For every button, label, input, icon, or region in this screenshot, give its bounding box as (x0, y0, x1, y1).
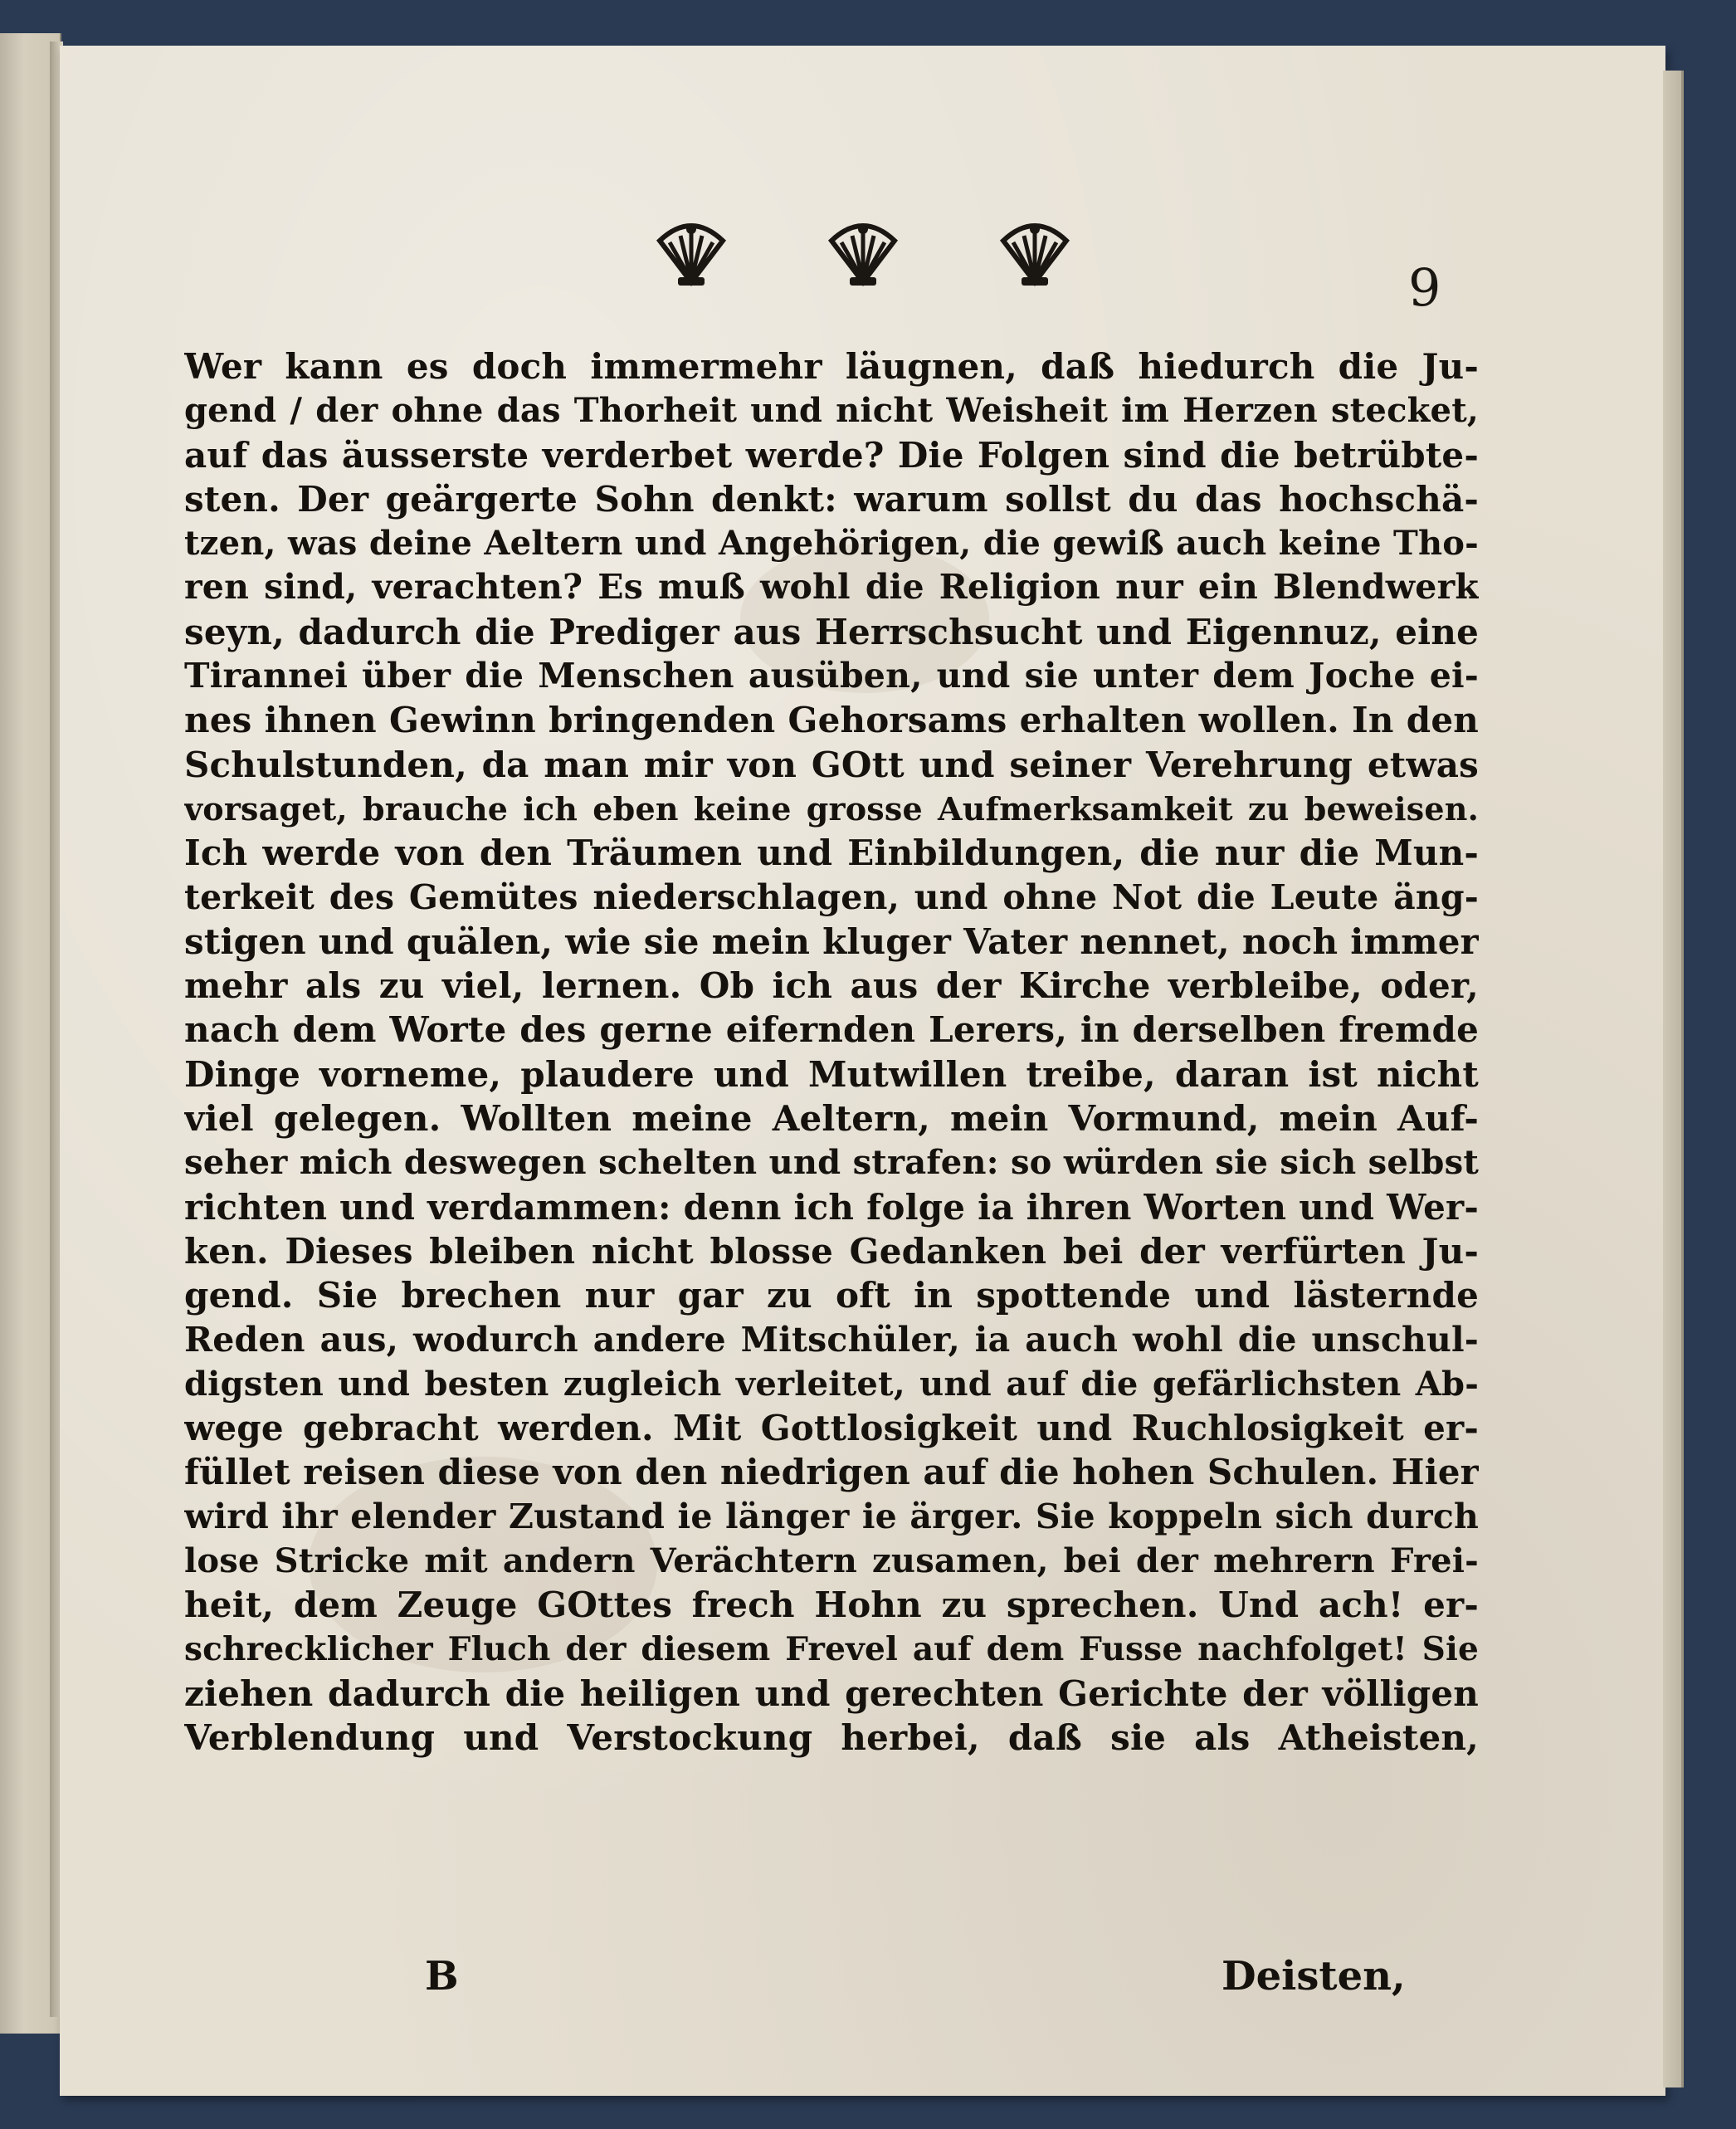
text-line: digsten und besten zugleich verleitet, und auf die gefärlichsten Ab- (184, 1364, 1479, 1404)
text-line: schrecklicher Fluch der diesem Frevel auf dem Fusse nachfolget! Sie (184, 1629, 1479, 1668)
catchword: Deisten, (1222, 1953, 1406, 2000)
text-line: Reden aus, wodurch andere Mitschüler, ia auch wohl die unschul- (184, 1319, 1479, 1360)
text-line: wird ihr elender Zustand ie länger ie ärger. Sie koppeln sich durch (184, 1496, 1479, 1536)
text-line: Wer kann es doch immermehr läugnen, daß hiedurch die Ju- (184, 346, 1479, 387)
text-line: nes ihnen Gewinn bringenden Gehorsams erhalten wollen. In den (184, 700, 1479, 741)
page-number: 9 (1408, 257, 1441, 318)
shell-fleuron-icon (653, 216, 729, 291)
text-line: Schulstunden, da man mir von GOtt und seiner Verehrung etwas (184, 744, 1479, 785)
text-line: gend / der ohne das Thorheit und nicht Weisheit im Herzen stecket, (184, 391, 1479, 431)
text-line: wege gebracht werden. Mit Gottlosigkeit und Ruchlosigkeit er- (184, 1408, 1479, 1449)
text-line: seyn, dadurch die Prediger aus Herrschsucht und Eigennuz, eine (184, 611, 1479, 652)
text-line: Dinge vorneme, plaudere und Mutwillen treibe, daran ist nicht (184, 1053, 1479, 1095)
text-line: viel gelegen. Wollten meine Aeltern, mein Vormund, mein Auf- (184, 1098, 1479, 1140)
text-line: tzen, was deine Aeltern und Angehörigen, die gewiß auch keine Tho- (184, 524, 1479, 564)
text-line: auf das äusserste verderbet werde? Die Folgen sind die betrübte- (184, 434, 1479, 476)
text-line: lose Stricke mit andern Verächtern zusamen, bei der mehrern Frei- (184, 1541, 1479, 1581)
text-line: gend. Sie brechen nur gar zu oft in spottende und lästernde (184, 1275, 1479, 1316)
text-line: seher mich deswegen schelten und strafen: so würden sie sich selbst (184, 1143, 1479, 1183)
text-line: ren sind, verachten? Es muß wohl die Religion nur ein Blendwerk (184, 567, 1479, 608)
body-text (184, 344, 1479, 1760)
text-line: Tirannei über die Menschen ausüben, und sie unter dem Joche ei- (184, 656, 1479, 696)
text-line: mehr als zu viel, lernen. Ob ich aus der Kirche verbleibe, oder, (184, 965, 1479, 1007)
text-line: Ich werde von den Träumen und Einbildungen, die nur die Mun- (184, 833, 1479, 874)
text-line: sten. Der geärgerte Sohn denkt: warum sollst du das hochschä- (184, 478, 1479, 520)
signature-mark: B (425, 1953, 459, 2000)
page-stack-edge (1663, 71, 1684, 2087)
text-line: ziehen dadurch die heiligen und gerechten Gerichte der völligen (184, 1672, 1479, 1714)
text-line: nach dem Worte des gerne eifernden Lerers, in derselben fremde (184, 1009, 1479, 1051)
text-line: vorsaget, brauche ich eben keine grosse Aufmerksamkeit zu beweisen. (184, 789, 1479, 828)
shell-fleuron-icon (825, 216, 901, 291)
text-line: füllet reisen diese von den niedrigen auf die hohen Schulen. Hier (184, 1452, 1479, 1493)
text-line: ken. Dieses bleiben nicht blosse Gedanken bei der verfürten Ju- (184, 1230, 1479, 1272)
text-line: stigen und quälen, wie sie mein kluger Vater nennet, noch immer (184, 920, 1479, 962)
text-line: richten und verdammen: denn ich folge ia ihren Worten und Wer- (184, 1186, 1479, 1228)
shell-fleuron-icon (997, 216, 1073, 291)
text-line: terkeit des Gemütes niederschlagen, und ohne Not die Leute äng- (184, 877, 1479, 917)
text-line: heit, dem Zeuge GOttes frech Hohn zu sprechen. Und ach! er- (184, 1585, 1479, 1626)
text-line: Verblendung und Verstockung herbei, daß sie als Atheisten, (184, 1717, 1479, 1759)
book-page (60, 46, 1665, 2096)
